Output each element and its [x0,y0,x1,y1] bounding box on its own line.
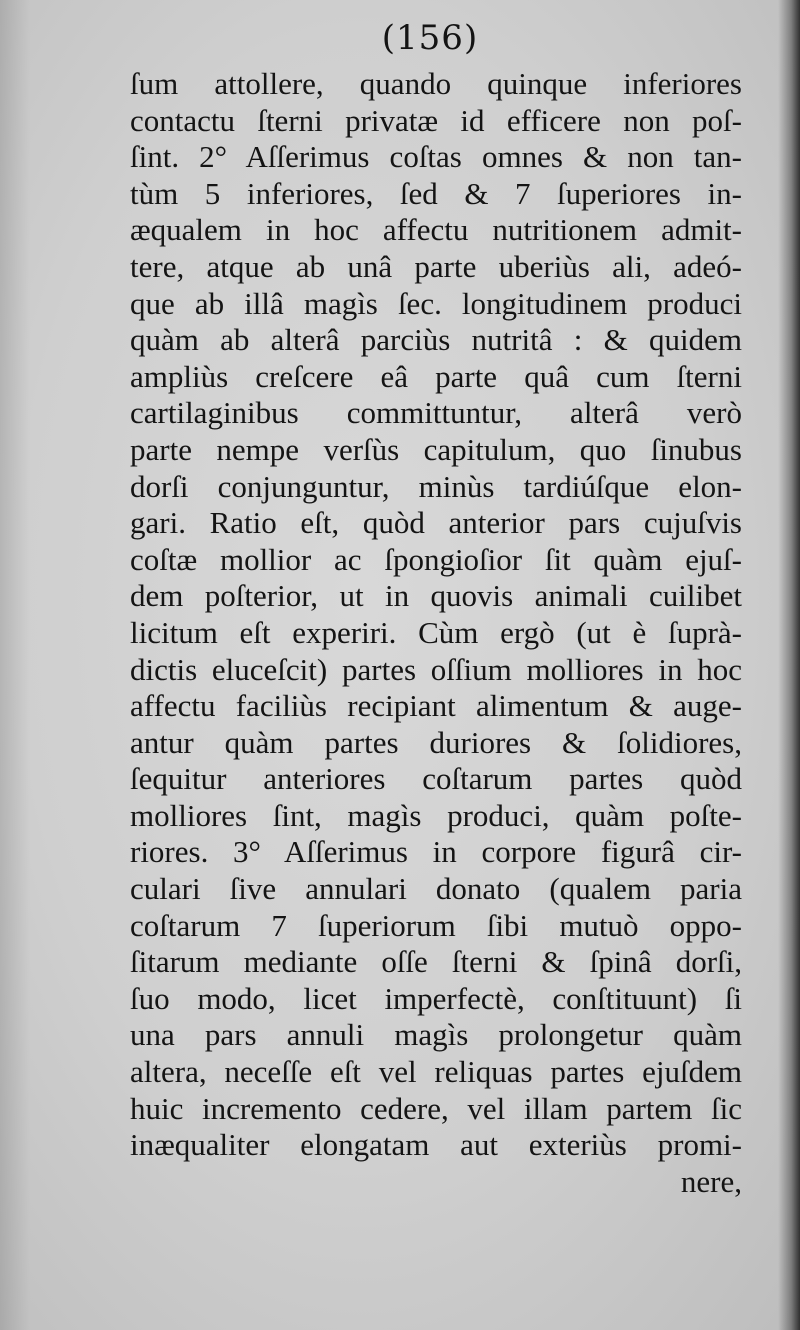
text-line: ſum attollere, quando quinque inferiores [130,66,742,101]
text-line: gari. Ratio eſt, quòd anterior pars cujuſvis [130,505,742,541]
text-line: antur quàm partes duriores & ſolidiores, [130,724,742,760]
text-line: ſint. 2° Aſſerimus coſtas omnes & non tan- [130,139,742,175]
page-number: (156) [381,18,479,58]
text-line: contactu ſterni privatæ id efficere non poſ- [130,102,742,138]
text-line: riores. 3° Aſſerimus in corpore figurâ cir- [130,834,742,870]
text-line: cartilaginibus committuntur, alterâ verò [130,395,742,431]
text-line: dorſi conjunguntur, minùs tardiúſque elon- [130,468,742,504]
text-line: affectu faciliùs recipiant alimentum & auge- [130,688,742,724]
text-line: dictis eluceſcit) partes oſſium molliores in hoc [130,651,742,687]
text-line: coſtarum 7 ſuperiorum ſibi mutuò oppo- [130,907,742,943]
catchword: nere, [680,1163,742,1199]
text-line: inæqualiter elongatam aut exteriùs promi- [130,1127,742,1163]
text-line: ampliùs creſcere eâ parte quâ cum ſterni [130,358,742,394]
text-line: tùm 5 inferiores, ſed & 7 ſuperiores in- [130,175,742,211]
text-line: culari ſive annulari donato (qualem paria [130,871,742,907]
text-line: dem poſterior, ut in quovis animali cuilibet [130,578,742,614]
page-edge-shadow-left [0,0,30,1330]
text-line: ſuo modo, licet imperfectè, conſtituunt) ſi [130,980,742,1016]
text-line: molliores ſint, magìs produci, quàm poſte- [130,797,742,833]
text-line: que ab illâ magìs ſec. longitudinem produci [130,285,742,321]
text-line: tere, atque ab unâ parte uberiùs ali, adeó- [130,248,742,284]
text-line: huic incremento cedere, vel illam partem ſic [130,1090,742,1126]
text-line: coſtæ mollior ac ſpongioſior ſit quàm ejuſ- [130,541,742,577]
page-gutter-shadow [778,0,800,1330]
body-text [130,66,742,1200]
text-line: ſitarum mediante oſſe ſterni & ſpinâ dorſi, [130,944,742,980]
text-line: parte nempe verſùs capitulum, quo ſinubus [130,431,742,467]
text-line: altera, neceſſe eſt vel reliquas partes ejuſdem [130,1054,742,1090]
text-line: ſequitur anteriores coſtarum partes quòd [130,761,742,797]
text-line: licitum eſt experiri. Cùm ergò (ut è ſuprà- [130,614,742,650]
text-line: æqualem in hoc affectu nutritionem admit- [130,212,742,248]
text-line: quàm ab alterâ parciùs nutritâ : & quidem [130,322,742,358]
text-line: una pars annuli magìs prolongetur quàm [130,1017,742,1053]
